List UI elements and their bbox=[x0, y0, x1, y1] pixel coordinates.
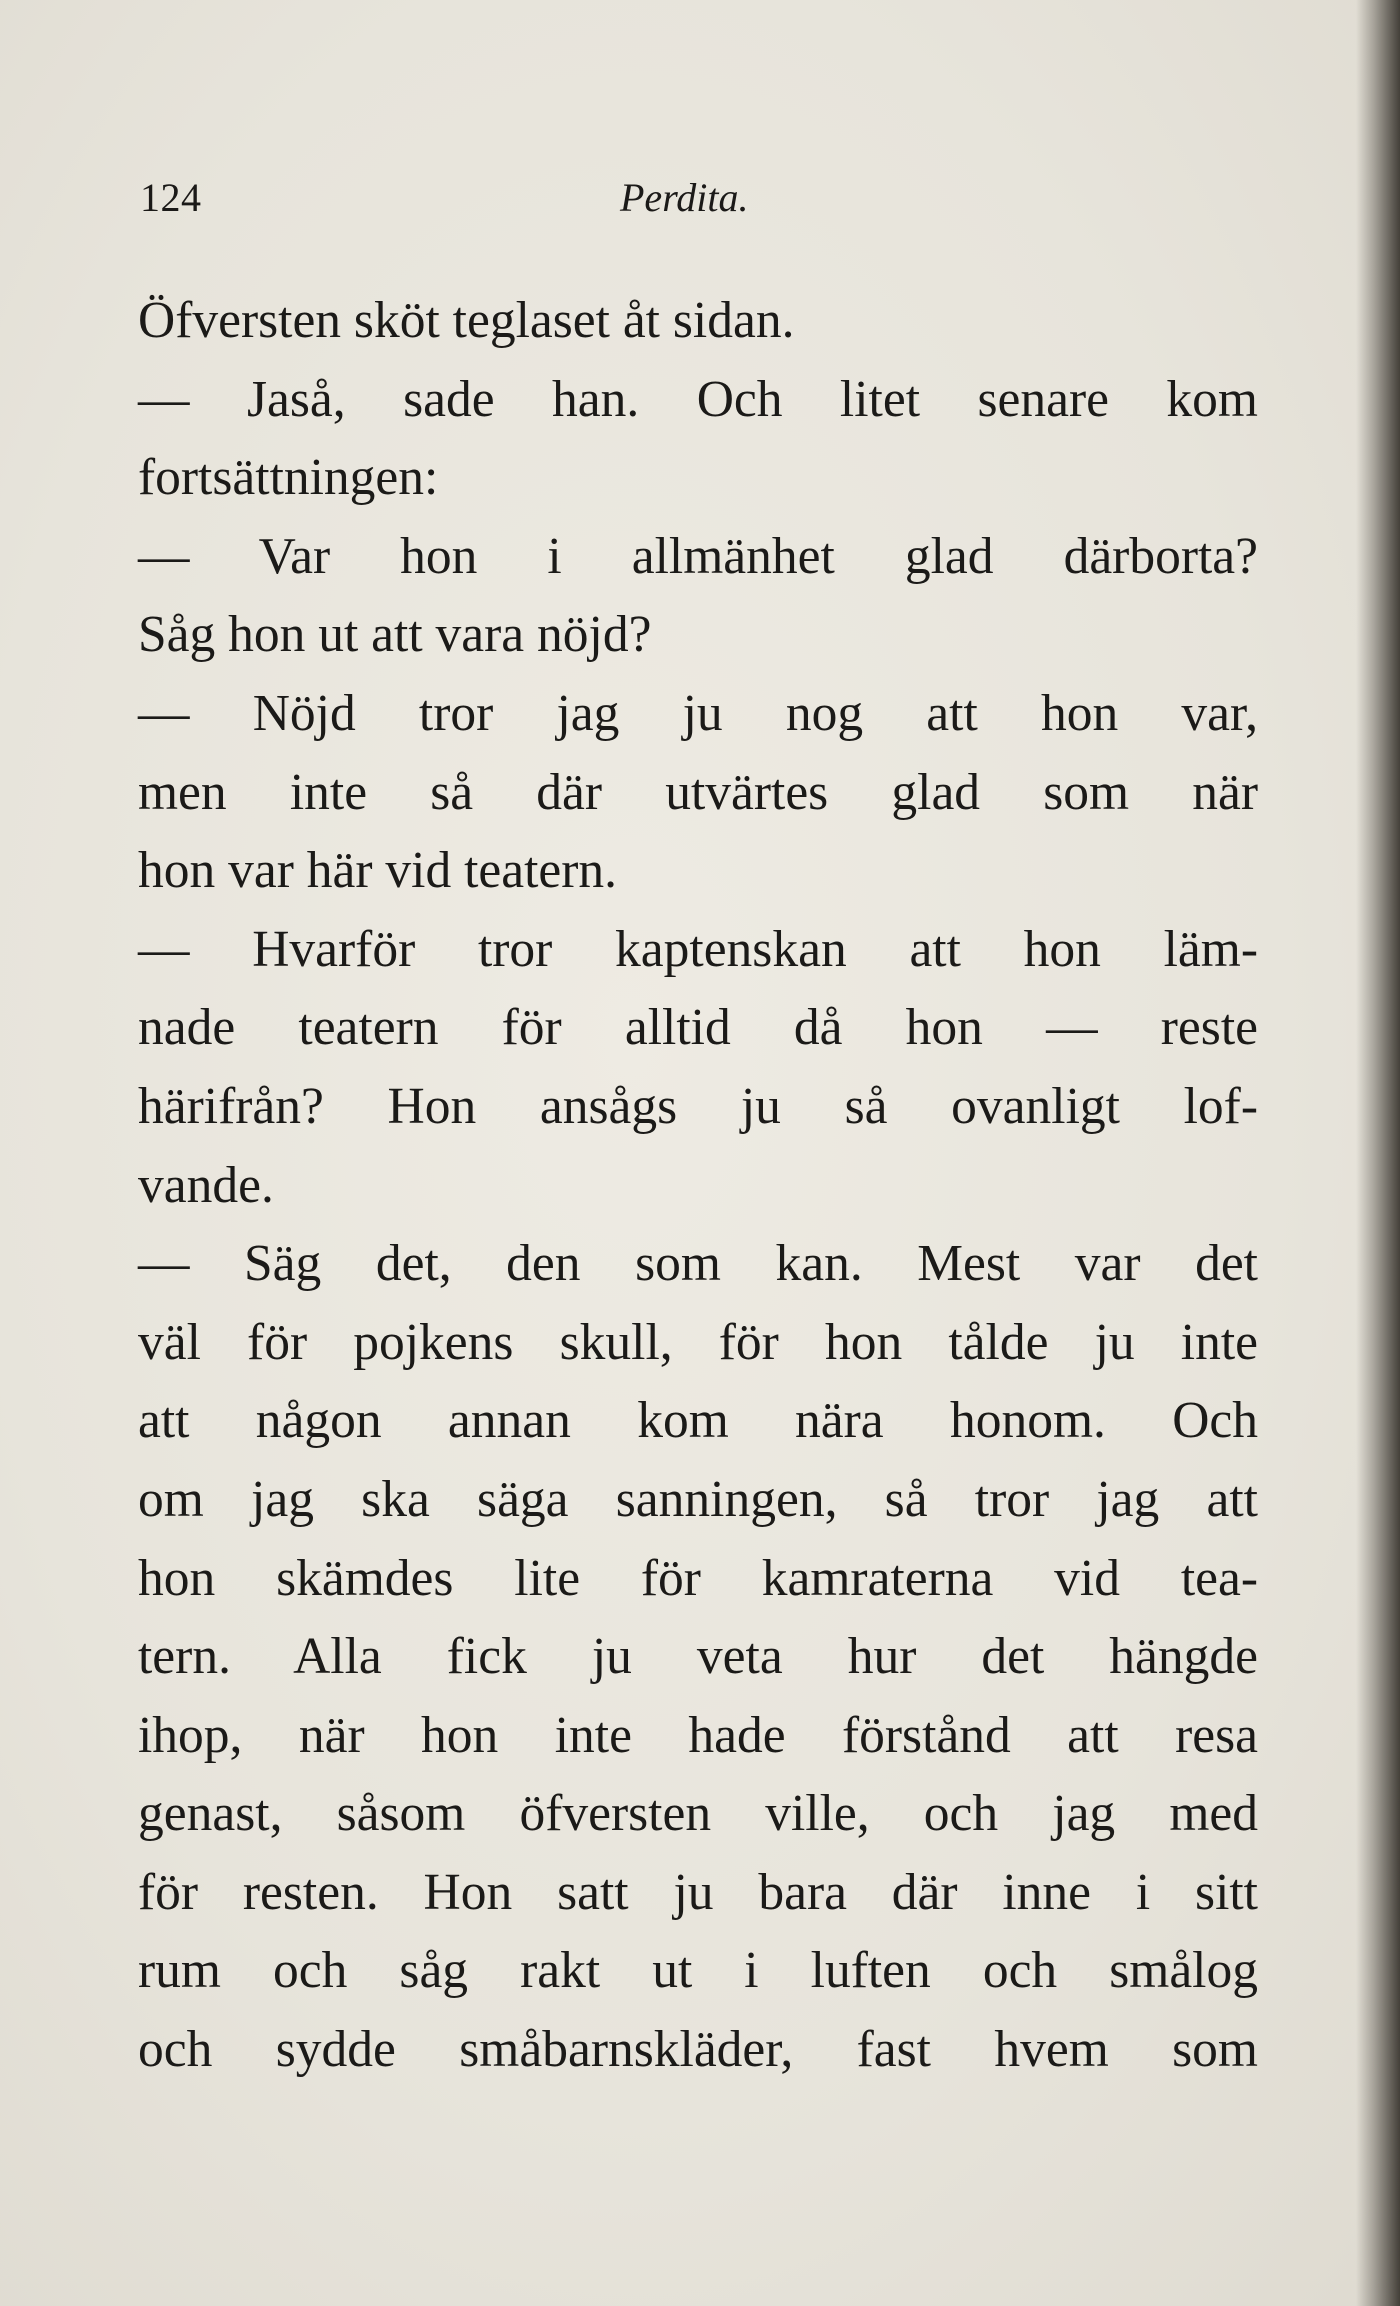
page-header bbox=[140, 168, 1260, 228]
text-line: härifrån? Hon ansågs ju så ovanligt lof- bbox=[138, 1077, 1258, 1135]
text-line: nade teatern för alltid då hon — reste bbox=[138, 999, 1258, 1057]
text-line: Såg hon ut att vara nöjd? bbox=[138, 606, 652, 664]
running-title: Perdita. bbox=[620, 175, 749, 220]
text-line: — Var hon i allmänhet glad därborta? bbox=[138, 527, 1258, 585]
text-line: — Nöjd tror jag ju nog att hon var, bbox=[138, 684, 1258, 742]
text-line: — Jaså, sade han. Och litet senare kom bbox=[138, 370, 1258, 428]
text-line: rum och såg rakt ut i luften och smålog bbox=[138, 1942, 1258, 2000]
body-text bbox=[138, 282, 1258, 2090]
text-line: hon var här vid teatern. bbox=[138, 842, 618, 900]
text-line: men inte så där utvärtes glad som när bbox=[138, 763, 1258, 821]
text-line: fortsättningen: bbox=[138, 449, 439, 507]
text-line: om jag ska säga sanningen, så tror jag att bbox=[138, 1470, 1258, 1528]
text-line: Öfversten sköt teglaset åt sidan. bbox=[138, 292, 795, 349]
text-line: att någon annan kom nära honom. Och bbox=[138, 1392, 1258, 1450]
page-edge-shadow bbox=[1356, 0, 1400, 2306]
text-line: ihop, när hon inte hade förstånd att resa bbox=[138, 1706, 1258, 1764]
text-line: — Hvarför tror kaptenskan att hon läm- bbox=[138, 920, 1258, 978]
page-number: 124 bbox=[140, 175, 202, 220]
text-line: tern. Alla fick ju veta hur det hängde bbox=[138, 1628, 1258, 1686]
text-line: för resten. Hon satt ju bara där inne i sitt bbox=[138, 1863, 1258, 1921]
text-line: genast, såsom öfversten ville, och jag med bbox=[138, 1785, 1258, 1843]
text-line: vande. bbox=[138, 1156, 274, 1214]
text-line: väl för pojkens skull, för hon tålde ju inte bbox=[138, 1313, 1258, 1371]
text-line: och sydde småbarnskläder, fast hvem som bbox=[138, 2021, 1258, 2079]
text-line: hon skämdes lite för kamraterna vid tea- bbox=[138, 1549, 1258, 1607]
text-line: — Säg det, den som kan. Mest var det bbox=[138, 1235, 1258, 1293]
